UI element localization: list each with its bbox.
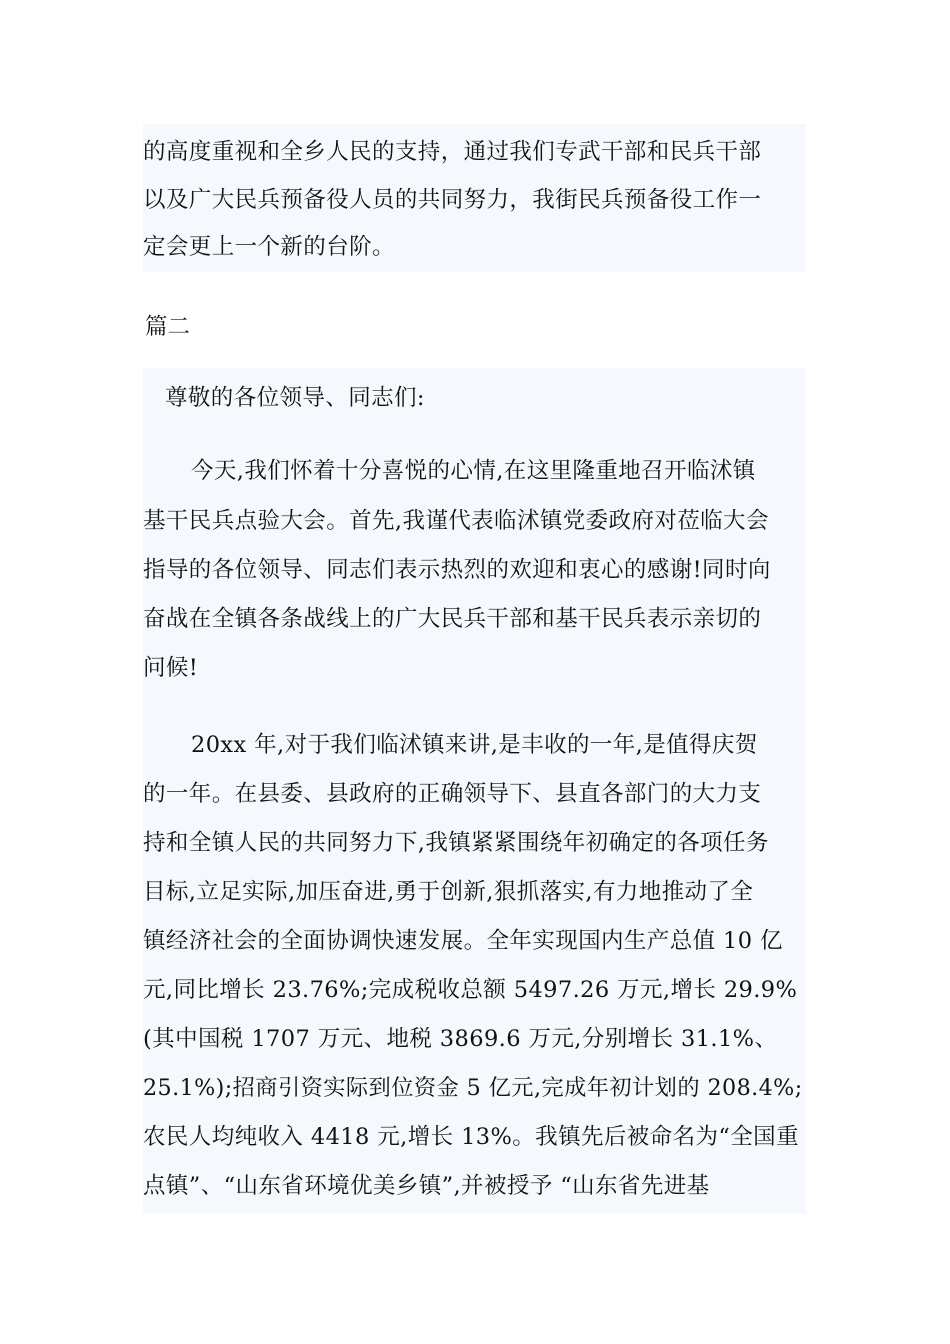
paragraph-line: 镇经济社会的全面协调快速发展。全年实现国内生产总值 10 亿 xyxy=(143,928,783,954)
text-block-2 xyxy=(143,368,806,1214)
paragraph-line: 定会更上一个新的台阶。 xyxy=(143,234,395,260)
paragraph-line: 持和全镇人民的共同努力下,我镇紧紧围绕年初确定的各项任务 xyxy=(143,830,769,856)
salutation: 尊敬的各位领导、同志们: xyxy=(165,385,425,411)
paragraph-line: 奋战在全镇各条战线上的广大民兵干部和基干民兵表示亲切的 xyxy=(143,606,762,632)
paragraph-line: 农民人均纯收入 4418 元,增长 13%。我镇先后被命名为“全国重 xyxy=(143,1124,799,1150)
section-heading: 篇二 xyxy=(145,314,191,340)
paragraph-line: 25.1%);招商引资实际到位资金 5 亿元,完成年初计划的 208.4%; xyxy=(143,1075,803,1101)
paragraph-line: 今天,我们怀着十分喜悦的心情,在这里隆重地召开临沭镇 xyxy=(191,458,756,484)
paragraph-line: 元,同比增长 23.76%;完成税收总额 5497.26 万元,增长 29.9% xyxy=(143,977,798,1003)
paragraph-line: 点镇”、“山东省环境优美乡镇”,并被授予 “山东省先进基 xyxy=(143,1173,710,1199)
paragraph-line: 20xx 年,对于我们临沭镇来讲,是丰收的一年,是值得庆贺 xyxy=(191,732,758,758)
paragraph-line: 的一年。在县委、县政府的正确领导下、县直各部门的大力支 xyxy=(143,781,762,807)
paragraph-line: 问候! xyxy=(143,655,199,681)
text-block-1 xyxy=(143,124,806,272)
paragraph-line: 以及广大民兵预备役人员的共同努力，我街民兵预备役工作一 xyxy=(143,187,762,213)
paragraph-line: (其中国税 1707 万元、地税 3869.6 万元,分别增长 31.1%、 xyxy=(143,1026,778,1052)
paragraph-line: 的高度重视和全乡人民的支持，通过我们专武干部和民兵干部 xyxy=(143,139,762,165)
paragraph-line: 目标,立足实际,加压奋进,勇于创新,狠抓落实,有力地推动了全 xyxy=(143,879,754,905)
paragraph-line: 指导的各位领导、同志们表示热烈的欢迎和衷心的感谢!同时向 xyxy=(143,557,771,583)
paragraph-line: 基干民兵点验大会。首先,我谨代表临沭镇党委政府对莅临大会 xyxy=(143,508,769,534)
